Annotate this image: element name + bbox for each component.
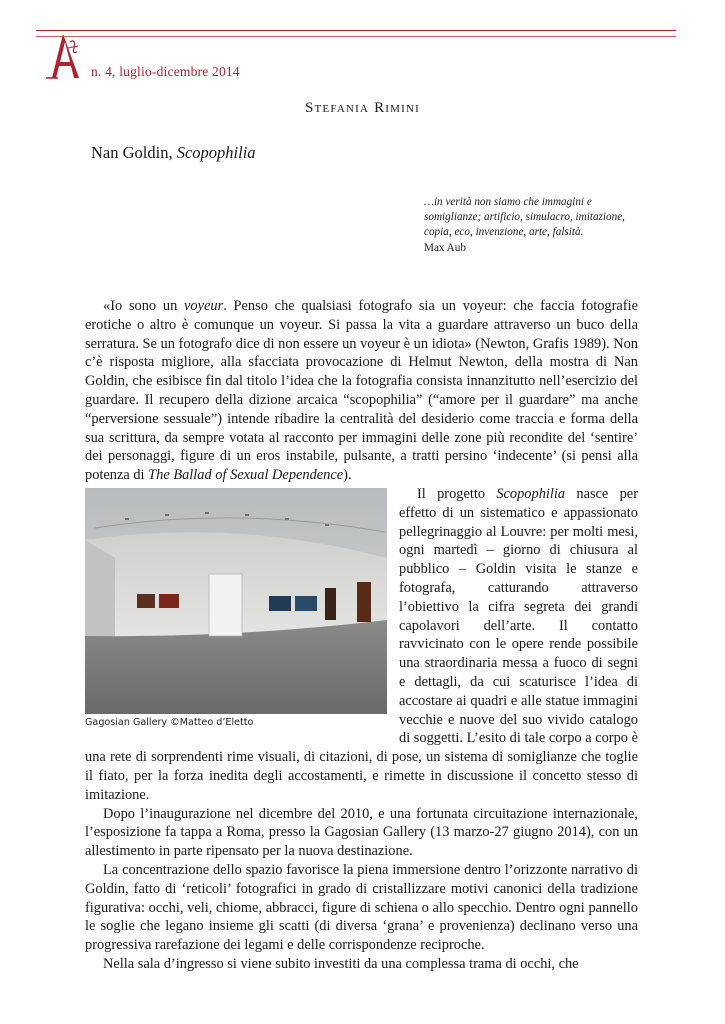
- p1-text-b: . Penso che qualsiasi fotografo sia un voyeur: che faccia fotografie erotiche o altro è comunque un voyeur. Si passa la vita a guardare attraverso un buco della serratura. Se un fotografo dice di non essere un voyeur è un idiota» (Newton, Grafis 1989). Non c’è risposta migliore, alla sfacciata provocazione di Helmut Newton, della mostra di Nan Goldin, che esibisce fin dal titolo l’idea che la fotografia consista innanzitutto nell’esercizio del guardare. Il recupero della dizione arcaica “scopophilia” (“amore per il guardare” ma anche “perversione sessuale”) intende ribadire la centralità del desiderio come traccia e forma della sua scrittura, da sempre votata al racconto per immagini delle zone più recondite del ‘sentire’ dei personaggi, figure di un eros instabile, pulsante, a tratti persino ‘indecente’ (si pensi alla potenza di: [85, 298, 638, 484]
- epigraph-quote: …in verità non siamo che immagini e somiglianze; artificio, simulacro, imitazione, copia, eco, invenzione, arte, falsità.: [424, 196, 625, 239]
- p2-text-a: Il progetto: [417, 485, 497, 502]
- figure-caption: Gagosian Gallery ©Matteo d’Eletto: [85, 716, 254, 728]
- epigraph: [424, 195, 639, 256]
- article-title-main: Nan Goldin,: [91, 143, 177, 162]
- header-rule-bottom: [36, 36, 676, 37]
- p1-text-a: «Io sono un: [103, 298, 185, 314]
- epigraph-attribution: Max Aub: [424, 241, 466, 254]
- paragraph-1: [85, 297, 638, 485]
- journal-logo-icon: [44, 28, 84, 80]
- header-rule-top: [36, 30, 676, 31]
- gallery-figure: [85, 488, 387, 736]
- article-body: [85, 297, 638, 974]
- p1-text-c: ).: [343, 467, 352, 484]
- p2-scopophilia: Scopophilia: [496, 485, 566, 502]
- p1-voyeur: voyeur: [184, 298, 224, 314]
- article-author: Stefania Rimini: [304, 100, 421, 116]
- p1-ballad-title: The Ballad of Sexual Dependence: [148, 467, 344, 484]
- article-title: [91, 143, 256, 163]
- article-title-italic: Scopophilia: [176, 143, 256, 162]
- gallery-photo: [85, 488, 387, 714]
- issue-label: n. 4, luglio-dicembre 2014: [91, 64, 240, 79]
- p2-text-b: nasce per effetto di un sistematico e appassionato pellegrinaggio al Louvre: per molti mesi, ogni martedì – giorno di chiusura al pubblico – Goldin visita le stanze e fotografa, catturando attraverso l’obiettivo la cifra segreta dei grandi capolavori dell’arte. Il contatto ravvicinato con le opere rende possibile una straordinaria messa a fuoco di segni e dettagli, da cui scaturisce l’idea di accostare ai quadri e alle statue immagini vecchie e nuove del suo vivido catalogo di soggetti. L’esito di tale corpo a corpo è una rete di sorprendenti rime visuali, di citazioni, di pose, un sistema di somiglianze che toglie il fiato, per la forza inedita degli accostamenti, e rimette in discussione il concetto stesso di imitazione.: [85, 485, 638, 803]
- paragraph-4: La concentrazione dello spazio favorisce la piena immersione dentro l’orizzonte narrativo di Goldin, fatto di ‘reticoli’ fotografici in grado di cristallizzare motivi canonici della tradizione figurativa: occhi, veli, chiome, abbracci, figure di schiena o allo specchio. Dentro ogni pannello le soglie che legano insieme gli scatti (di diversa ‘grana’ e provenienza) declinano verso una progressiva rarefazione dei legami e delle corrispondenze reciproche.: [85, 861, 638, 954]
- paragraph-3: Dopo l’inaugurazione nel dicembre del 2010, e una fortunata circuitazione internazionale, l’esposizione fa tappa a Roma, presso la Gagosian Gallery (13 marzo-27 giugno 2014), con un allestimento in parte ripensato per la nuova destinazione.: [85, 805, 638, 860]
- paragraph-5: Nella sala d’ingresso si viene subito investiti da una complessa trama di occhi, che: [103, 955, 579, 972]
